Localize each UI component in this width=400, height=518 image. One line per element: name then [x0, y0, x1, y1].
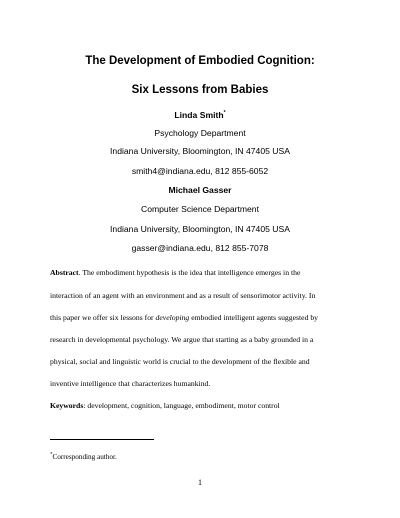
footnote	[50, 453, 117, 461]
author-institution-1: Indiana University, Bloomington, IN 47405 USA	[110, 146, 290, 156]
abstract-line-5: physical, social and linguistic world is crucial to the development of the flexible and	[50, 357, 310, 366]
author-name-1-text: Linda Smith	[174, 110, 224, 120]
author-institution-2: Indiana University, Bloomington, IN 47405 USA	[110, 224, 290, 234]
author-contact-1: smith4@indiana.edu, 812 855-6052	[131, 166, 269, 176]
abstract-line-1	[50, 268, 300, 277]
footnote-rule	[50, 439, 154, 440]
abstract-line-4: research in developmental psychology. We argue that starting as a baby grounded in a	[50, 335, 314, 344]
author-department-2: Computer Science Department	[141, 204, 259, 214]
abstract-line-3	[50, 313, 318, 322]
paper-title-line-1: The Development of Embodied Cognition:	[85, 55, 315, 67]
abstract-line-6: inventive intelligence that characterizes humankind.	[50, 379, 211, 388]
author-name-1	[0, 110, 400, 120]
keywords-line	[50, 401, 280, 410]
abstract-emphasis: developing	[155, 313, 190, 322]
abstract-line-2: interaction of an agent with an environment and as a result of sensorimotor activity. In	[50, 291, 316, 300]
abstract-line-3-a: this paper we offer six lessons for	[50, 313, 156, 322]
footnote-text: Corresponding author.	[52, 453, 117, 461]
abstract-line-1-text: . The embodiment hypothesis is the idea that intelligence emerges in the	[78, 268, 301, 277]
keywords-text: : development, cognition, language, embodiment, motor control	[83, 401, 280, 410]
paper-title-line-2: Six Lessons from Babies	[131, 84, 269, 96]
abstract-label: Abstract	[50, 268, 79, 277]
footnote-mark: *	[50, 452, 53, 458]
corresponding-author-mark: *	[223, 110, 226, 117]
page-number: 1	[198, 478, 202, 487]
author-department-1: Psychology Department	[154, 128, 246, 138]
keywords-label: Keywords	[50, 401, 84, 410]
author-contact-2: gasser@indiana.edu, 812 855-7078	[131, 243, 269, 253]
abstract-line-3-b: embodied intelligent agents suggested by	[189, 313, 319, 322]
author-name-2: Michael Gasser	[168, 185, 232, 195]
